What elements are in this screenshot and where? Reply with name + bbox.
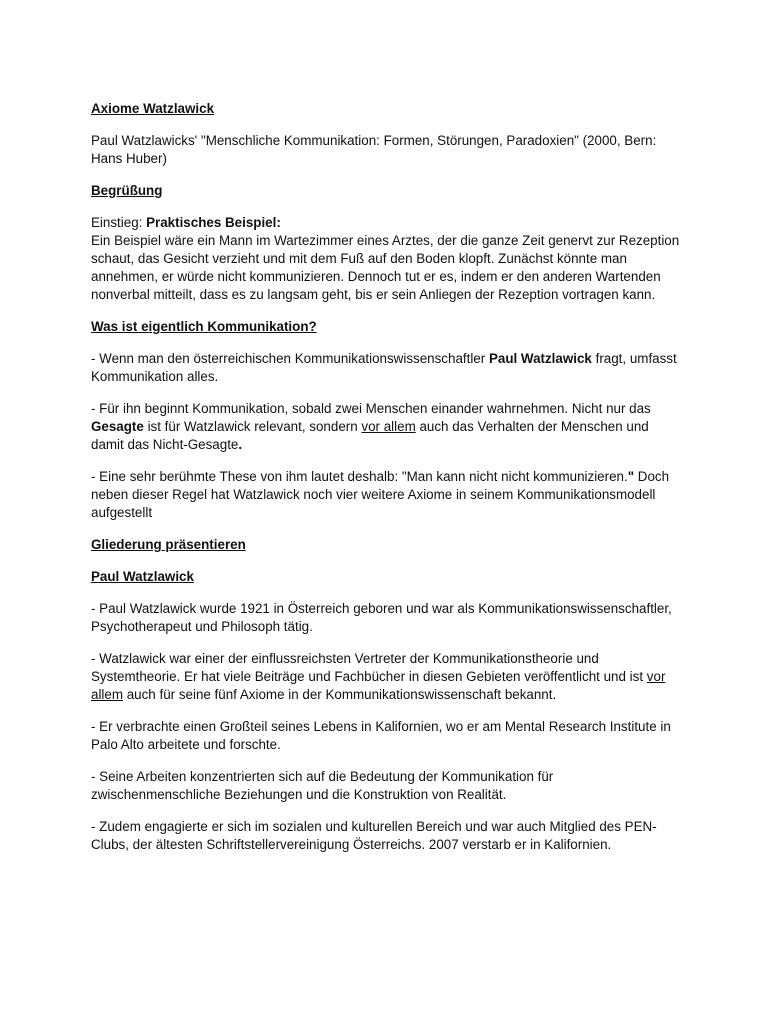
document-title: Axiome Watzlawick [91, 101, 215, 116]
p2-underline-vor-allem: vor allem [91, 669, 666, 702]
k2-text-d: auch das Verhalten der Menschen und damit das Nicht-Gesagte [91, 419, 649, 452]
k3-text-a: - Eine sehr berühmte These von ihm lautet deshalb: "Man kann nicht nicht kommunizieren. [91, 469, 628, 484]
k2-text-c: ist für Watzlawick relevant, sondern [143, 419, 362, 434]
heading-begruessung: Begrüßung [91, 183, 163, 198]
paul-point-5: - Zudem engagierte er sich im sozialen und kulturellen Bereich und war auch Mitglied des PEN-Clubs, der ältesten Schriftstellervereinigung Österreichs. 2007 verstarb er in Kalifornien. [91, 819, 657, 852]
p2-text-c: auch für seine fünf Axiome in der Kommunikationswissenschaft bekannt. [123, 687, 557, 702]
k2-underline-vor-allem: vor allem [361, 419, 416, 434]
k2-bold-period: . [238, 437, 243, 452]
paul-point-1: - Paul Watzlawick wurde 1921 in Österreich geboren und war als Kommunikationswissenschaftler, Psychotherapeut und Philosoph tätig. [91, 601, 672, 634]
source-reference: Paul Watzlawicks' "Menschliche Kommunikation: Formen, Störungen, Paradoxien" (2000, Bern: Hans Huber) [91, 133, 657, 166]
heading-gliederung: Gliederung präsentieren [91, 537, 246, 552]
k2-text-a: - Für ihn beginnt Kommunikation, sobald zwei Menschen einander wahrnehmen. Nicht nur das [91, 401, 651, 416]
k2-bold-gesagte: Gesagte [91, 419, 144, 434]
k1-text-a: - Wenn man den österreichischen Kommunikationswissenschaftler [91, 351, 489, 366]
paul-point-2 [91, 650, 681, 704]
heading-kommunikation: Was ist eigentlich Kommunikation? [91, 319, 317, 334]
einstieg-paragraph [91, 214, 681, 304]
k1-bold-name: Paul Watzlawick [488, 351, 592, 366]
kommunikation-point-3 [91, 468, 681, 522]
einstieg-prefix: Einstieg: [91, 215, 147, 230]
kommunikation-point-1 [91, 350, 681, 386]
einstieg-text: Ein Beispiel wäre ein Mann im Wartezimmer eines Arztes, der die ganze Zeit genervt zur Rezeption schaut, das Gesicht verzieht und mit dem Fuß auf den Boden klopft. Zunächst könnte man annehmen, er würde nicht kommunizieren. Dennoch tut er es, indem er den anderen Wartenden nonverbal mitteilt, dass es zu langsam geht, bis er sein Anliegen der Rezeption vortragen kann. [91, 233, 680, 302]
paul-point-3: - Er verbrachte einen Großteil seines Lebens in Kalifornien, wo er am Mental Research Institute in Palo Alto arbeitete und forschte. [91, 719, 671, 752]
k3-text-c: Doch neben dieser Regel hat Watzlawick noch vier weitere Axiome in seinem Kommunikationsmodell aufgestellt [91, 469, 670, 520]
einstieg-bold: Praktisches Beispiel: [146, 215, 281, 230]
p2-text-a: - Watzlawick war einer der einflussreichsten Vertreter der Kommunikationstheorie und Systemtheorie. Er hat viele Beiträge und Fachbücher in diesen Gebieten veröffentlicht und ist [91, 651, 647, 684]
k1-text-c: fragt, umfasst Kommunikation alles. [91, 351, 677, 384]
paul-point-4: - Seine Arbeiten konzentrierten sich auf die Bedeutung der Kommunikation für zwischenmenschliche Beziehungen und die Konstruktion von Realität. [91, 769, 554, 802]
k3-bold-quote: " [627, 469, 635, 484]
document-page [91, 100, 681, 868]
kommunikation-point-2 [91, 400, 681, 454]
heading-paul-watzlawick: Paul Watzlawick [91, 569, 194, 584]
